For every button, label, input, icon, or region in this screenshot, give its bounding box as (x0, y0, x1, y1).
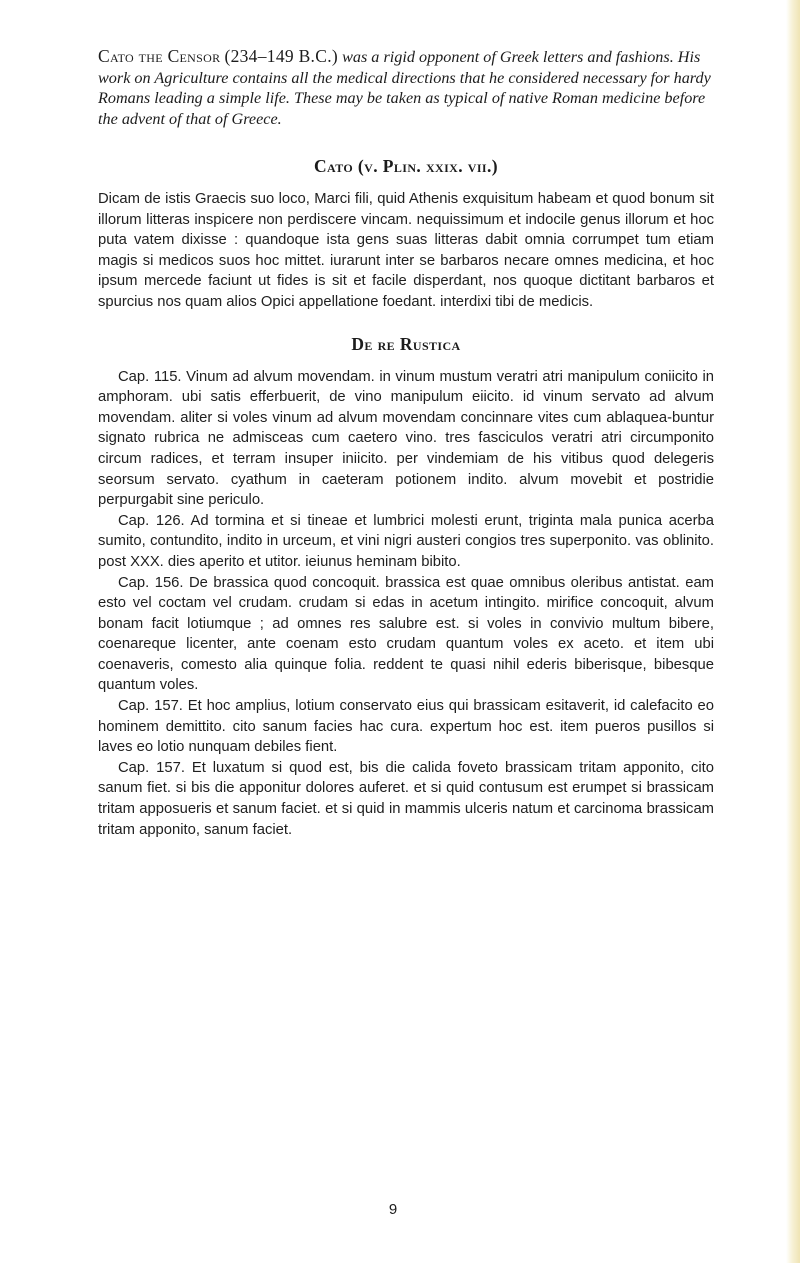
cap-paragraph: Cap. 157. Et hoc amplius, lotium conservato eius qui brassicam esitaverit, id calefacito eo hominem demittito. cito sanum facies hac cura. expertum hoc est. item pueros pusillos si laves eo lotio nunquam debiles fient. (98, 698, 714, 756)
page-content (98, 46, 714, 840)
cap-paragraph: Cap. 156. De brassica quod concoquit. brassica est quae omnibus oleribus antistat. eam esto vel coctam vel crudam. crudam si edas in acetum intingito. mirifice concoquit, alvum bonam facit lotiumque ; ad omnes res salubre est. si voles in convivio multum bibere, coenareque licenter, ante coenam esto crudam quantum voles ex aceto. et item ubi coenaveris, comesto alia quinque folia. reddent te quasi nihil ederis biberisque, bibesque quantum voles. (98, 574, 714, 694)
cap-paragraph: Cap. 126. Ad tormina et si tineae et lumbrici molesti erunt, triginta mala punica acerba sumito, contundito, indito in urceum, et vini nigri austeri congios tres superponito. vas oblinito. post XXX. dies aperito et utitor. ieiunus heminam bibito. (98, 512, 714, 570)
page-number: 9 (388, 1201, 398, 1218)
section-heading-de-re-rustica: De re Rustica (351, 333, 461, 354)
cap-paragraph: Cap. 115. Vinum ad alvum movendam. in vinum mustum veratri atri manipulum coniicito in amphoram. ubi satis efferbuerit, de vino manipulum eiicito. id vinum servato ad alvum movendam. aliter si voles vinum ad alvum movendam concinnare vites cum ablaquea-buntur signato rubrica ne admisceas cum caetero vino. tres fasciculos veratri atri circumponito circum radices, et terram insuper iniicito. per vindemiam de his vitibus quod delegeris seorsum servato. cyathum in caeteram potionem indito. alvum movebit et postridie perpurgabit sine periculo. (98, 368, 714, 509)
section-heading-cato: Cato (v. Plin. xxix. vii.) (314, 156, 498, 176)
intro-text: was a rigid opponent of Greek letters and fashions. His work on Agriculture contains all the medical directions that he considered necessary for hardy Romans leading a simple life. These may be taken as typical of native Roman medicine before the advent of that of Greece. (98, 48, 711, 128)
intro-dates: (234–149 B.C.) (224, 46, 339, 66)
section-text-cato: Dicam de istis Graecis suo loco, Marci fili, quid Athenis exquisitum habeam et quod bonum sit illorum litteras inspicere non perdiscere vincam. nequissimum et indocile genus illorum et hoc puta vatem dixisse : quandoque ista gens suas litteras dabit omnia corrumpet tum etiam magis si medicos suos hoc mittet. iurarunt inter se barbaros necare omnes medicina, et hoc ipsum mercede faciunt ut fides is sit et facile disperdant, nos quoque dictitant barbaros et spurcius nos quam alios Opici appellatione foedant. interdixi tibi de medicis. (98, 191, 714, 310)
intro-paragraph (98, 46, 714, 129)
page-edge (786, 0, 800, 1263)
cap-paragraph: Cap. 157. Et luxatum si quod est, bis die calida foveto brassicam tritam apponito, cito sanum fiet. si bis die apponitur dolores auferet. et si quid contusum est erumpet si brassicam tritam apposueris et sanum faciet. et si quid in mammis ulceris natum et carcinoma brassicam tritam apponito, sanum faciet. (98, 759, 714, 838)
intro-name: Cato the Censor (98, 46, 221, 66)
